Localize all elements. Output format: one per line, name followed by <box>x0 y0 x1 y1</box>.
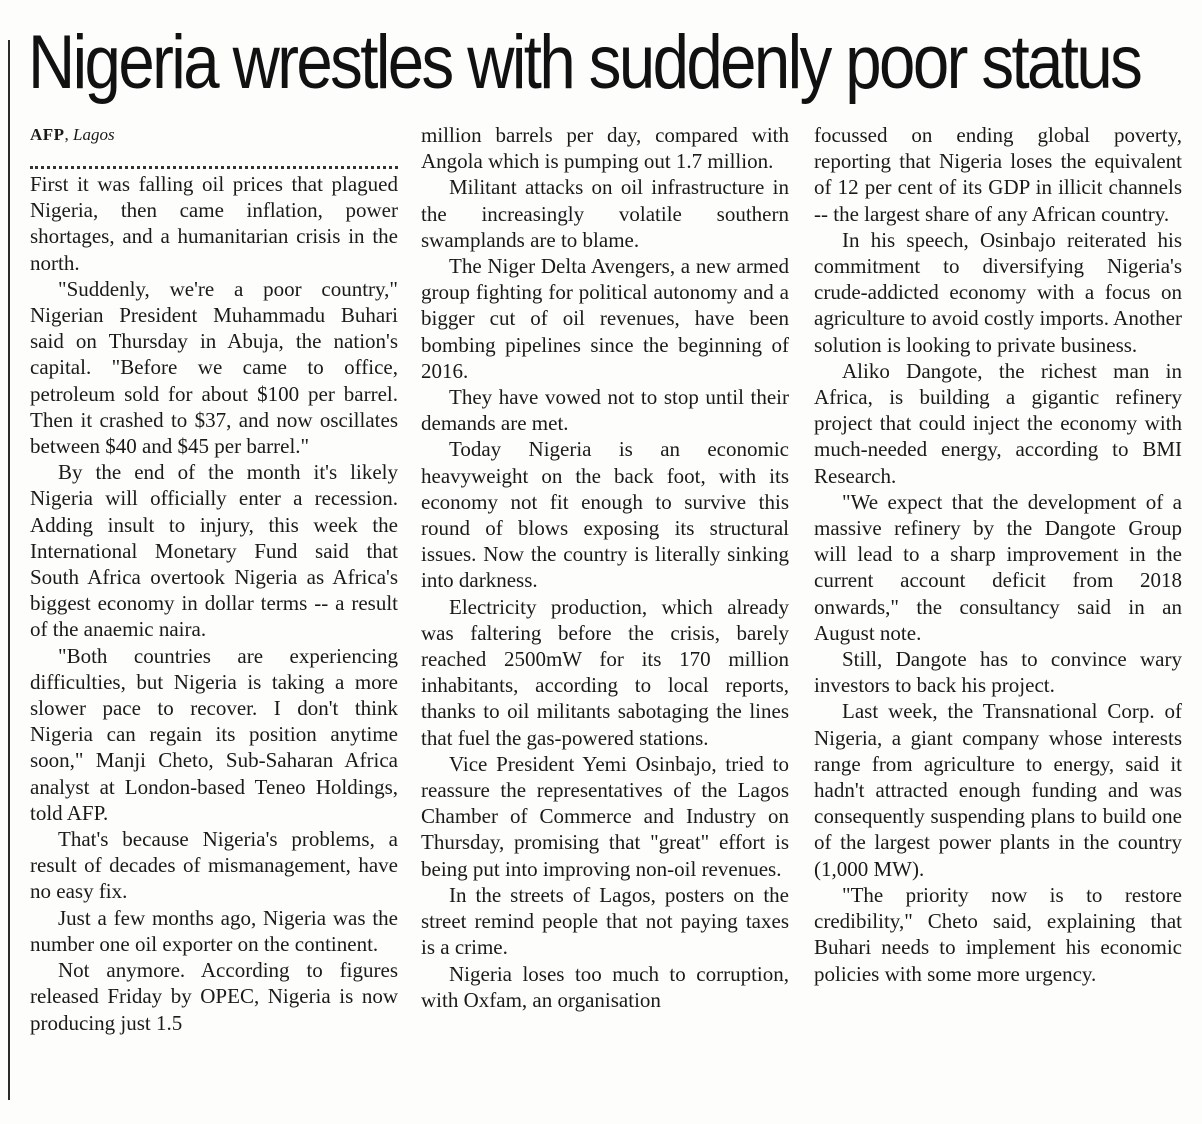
article-column-1 <box>30 122 398 1036</box>
left-column-rule <box>8 40 10 1100</box>
article-column-3 <box>814 122 1182 987</box>
article-paragraph: Vice President Yemi Osinbajo, tried to reassure the representatives of the Lagos Chamber of Commerce and Industry on Thursday, promising that "great" effort is being put into improving non-oil revenues. <box>421 751 789 881</box>
article-paragraph: "We expect that the development of a massive refinery by the Dangote Group will lead to a sharp improvement in the current account deficit from 2018 onwards," the consultancy said in an August note. <box>814 489 1182 645</box>
column-1-body <box>30 171 398 1036</box>
column-3-body <box>814 122 1182 987</box>
article-paragraph: First it was falling oil prices that plagued Nigeria, then came inflation, power shortages, and a humanitarian crisis in the north. <box>30 172 398 275</box>
article-paragraph: "The priority now is to restore credibility," Cheto said, explaining that Buhari needs to implement his economic policies with some more urgency. <box>814 882 1182 986</box>
article-paragraph: focussed on ending global poverty, reporting that Nigeria loses the equivalent of 12 per cent of its GDP in illicit channels -- the largest share of any African country. <box>814 123 1182 226</box>
article-paragraph: The Niger Delta Avengers, a new armed group fighting for political autonomy and a bigger cut of oil revenues, have been bombing pipelines since the beginning of 2016. <box>421 254 789 383</box>
byline-location: Lagos <box>73 125 115 144</box>
article-paragraph: Just a few months ago, Nigeria was the number one oil exporter on the continent. <box>30 905 398 956</box>
article-paragraph: Not anymore. According to figures released Friday by OPEC, Nigeria is now producing just 1.5 <box>30 958 398 1035</box>
article-column-2 <box>421 122 789 1013</box>
article-paragraph: million barrels per day, compared with Angola which is pumping out 1.7 million. <box>421 123 789 174</box>
headline: Nigeria wrestles with suddenly poor status <box>28 20 1141 105</box>
article-paragraph: In his speech, Osinbajo reiterated his commitment to diversifying Nigeria's crude-addicted economy with a focus on agriculture to avoid costly imports. Another solution is looking to private business. <box>814 227 1182 357</box>
article-paragraph: Still, Dangote has to convince wary investors to back his project. <box>814 647 1182 698</box>
article-paragraph: "Both countries are experiencing difficulties, but Nigeria is taking a more slower pace to recover. I don't think Nigeria can regain its position anytime soon," Manji Cheto, Sub-Saharan Africa analyst at London-based Teneo Holdings, told AFP. <box>30 643 398 825</box>
byline: AFP, Lagos <box>30 125 115 144</box>
article-paragraph: That's because Nigeria's problems, a result of decades of mismanagement, have no easy fix. <box>30 827 398 904</box>
article-paragraph: Aliko Dangote, the richest man in Africa, is building a gigantic refinery project that could inject the economy with much-needed energy, according to BMI Research. <box>814 358 1182 488</box>
article-paragraph: In the streets of Lagos, posters on the street remind people that not paying taxes is a crime. <box>421 882 789 960</box>
article-paragraph: Last week, the Transnational Corp. of Nigeria, a giant company whose interests range from agriculture to energy, said it hadn't attracted enough funding and was consequently suspending plans to build one of the largest power plants in the country (1,000 MW). <box>814 699 1182 881</box>
article-paragraph: Nigeria loses too much to corruption, with Oxfam, an organisation <box>421 961 789 1012</box>
article-paragraph: Militant attacks on oil infrastructure in the increasingly volatile southern swamplands are to blame. <box>421 175 789 252</box>
byline-divider <box>30 152 398 169</box>
column-2-body <box>421 122 789 1013</box>
article-paragraph: By the end of the month it's likely Nigeria will officially enter a recession. Adding insult to injury, this week the International Monetary Fund said that South Africa overtook Nigeria as Africa's biggest economy in dollar terms -- a result of the anaemic naira. <box>30 460 398 642</box>
article-paragraph: Today Nigeria is an economic heavyweight on the back foot, with its economy not fit enough to survive this round of blows exposing its structural issues. Now the country is literally sinking into darkness. <box>421 437 789 593</box>
article-paragraph: "Suddenly, we're a poor country," Nigerian President Muhammadu Buhari said on Thursday in Abuja, the nation's capital. "Before we came to office, petroleum sold for about $100 per barrel. Then it crashed to $37, and now oscillates between $40 and $45 per barrel." <box>30 276 398 459</box>
byline-source: AFP <box>30 125 65 144</box>
article-paragraph: Electricity production, which already was faltering before the crisis, barely reached 2500mW for its 170 million inhabitants, according to local reports, thanks to oil militants sabotaging the lines that fuel the gas-powered stations. <box>421 594 789 750</box>
article-paragraph: They have vowed not to stop until their demands are met. <box>421 385 789 436</box>
